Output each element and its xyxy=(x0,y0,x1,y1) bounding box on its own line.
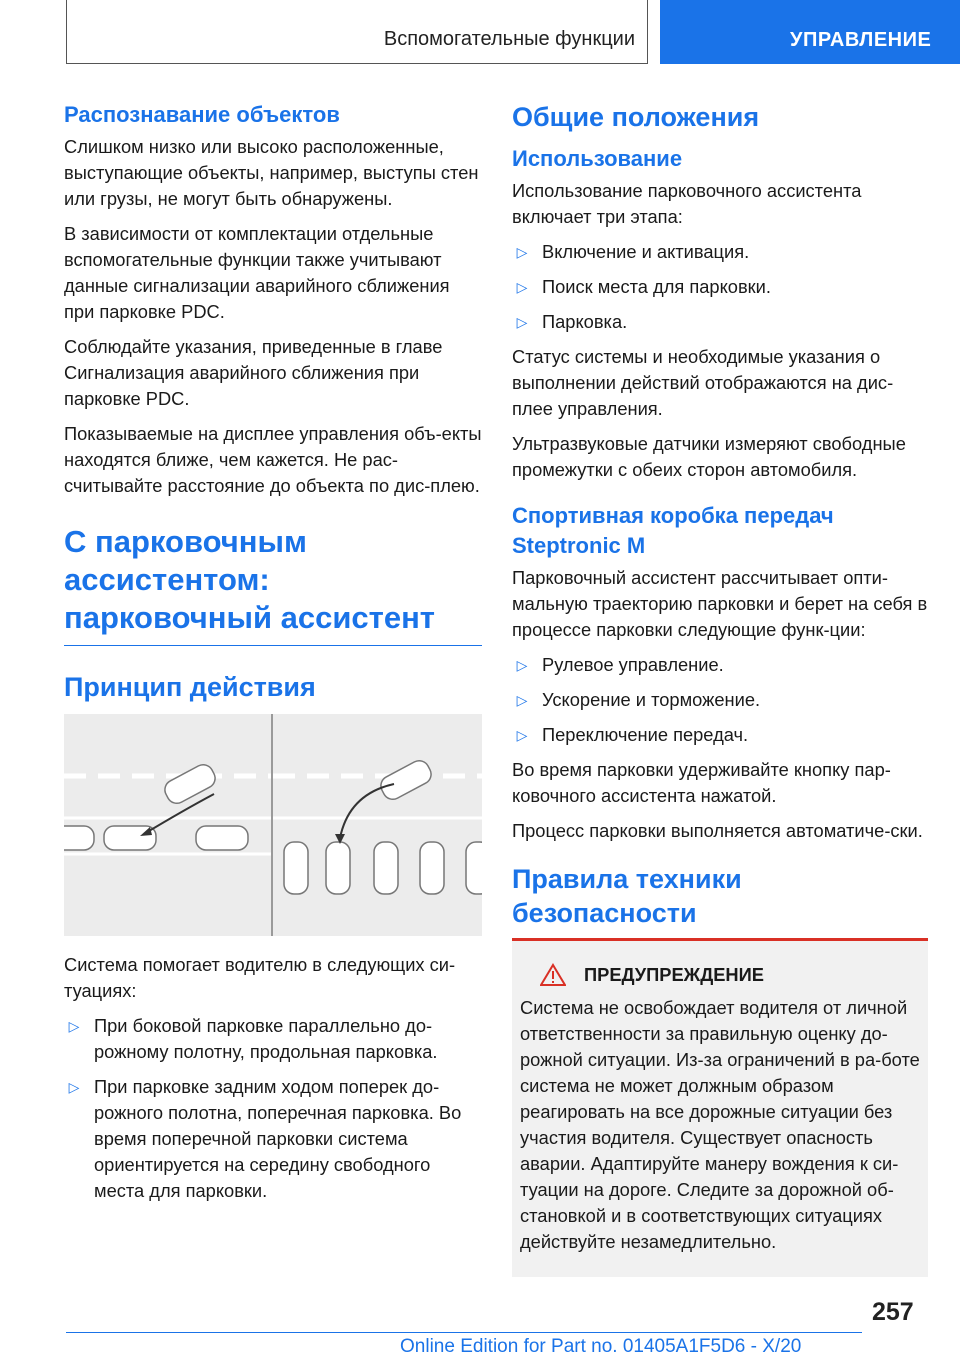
paragraph: Статус системы и необходимые указания о выполнении действий отображаются на дис-плее управления. xyxy=(512,346,894,419)
parking-diagram-image xyxy=(64,714,482,936)
left-column xyxy=(64,100,482,1213)
footer-edition-link[interactable]: Online Edition for Part no. 01405A1F5D6 - X/20 xyxy=(400,1336,802,1357)
triangle-right-icon: ▷ xyxy=(68,1018,80,1034)
heading-steptronic: Спортивная коробка передач Steptronic M xyxy=(512,503,834,558)
header-chapter-title: УПРАВЛЕНИЕ xyxy=(790,29,932,51)
footer-divider xyxy=(66,1332,862,1333)
triangle-right-icon: ▷ xyxy=(516,279,528,295)
heading-object-detection: Распознавание объектов xyxy=(64,102,340,127)
list-item: ▷ Парковка. xyxy=(512,309,928,335)
heading-usage: Использование xyxy=(512,146,683,171)
triangle-right-icon: ▷ xyxy=(68,1079,80,1095)
triangle-right-icon: ▷ xyxy=(516,692,528,708)
situations-list xyxy=(64,1013,482,1204)
functions-list xyxy=(512,652,928,748)
warning-box xyxy=(512,938,928,1277)
paragraph: Слишком низко или высоко расположенные, выступающие объекты, например, выступы стен или грузы, не могут быть обнаружены. xyxy=(64,136,479,209)
page-number: 257 xyxy=(872,1298,914,1326)
paragraph: Процесс парковки выполняется автоматиче-ски. xyxy=(512,820,923,841)
warning-title: ПРЕДУПРЕЖДЕНИЕ xyxy=(520,963,920,987)
paragraph: В зависимости от комплектации отдельные вспомогательные функции также учитывают данные сигнализации аварийного сближения при парковке PDC. xyxy=(64,223,450,322)
triangle-right-icon: ▷ xyxy=(516,657,528,673)
paragraph: Соблюдайте указания, приведенные в главе Сигнализация аварийного сближения при парковке PDC. xyxy=(64,336,443,409)
paragraph: Во время парковки удерживайте кнопку пар-ковочного ассистента нажатой. xyxy=(512,759,891,806)
heading-principle: Принцип действия xyxy=(64,672,316,702)
steps-list xyxy=(512,239,928,335)
paragraph: Парковочный ассистент рассчитывает опти-мальную траекторию парковки и берет на себя в процессе парковки следующие функ-ции: xyxy=(512,567,928,640)
parking-illustration xyxy=(64,714,482,936)
header-chapter-tab[interactable] xyxy=(660,0,960,64)
paragraph: Ультразвуковые датчики измеряют свободные промежутки с обеих сторон автомобиля. xyxy=(512,433,906,480)
heading-safety: Правила техники безопасности xyxy=(512,864,742,928)
triangle-right-icon: ▷ xyxy=(516,314,528,330)
header-section-box xyxy=(66,0,648,64)
chapter-heading-parking-assistant: С парковочным ассистентом: парковочный ассистент xyxy=(64,523,482,646)
warning-text: Система не освобождает водителя от личной ответственности за правильную оценку до-рожной ситуации. Из-за ограничений в ра-боте система не может должным образом реагировать на все дорожные ситуации без участия водителя. Существует опасность аварии. Адаптируйте манеру вождения к си-туации на дороге. Следите за дорожной об-становкой и в соответствующих ситуациях действуйте незамедлительно. xyxy=(520,997,920,1252)
paragraph: Система помогает водителю в следующих си-туациях: xyxy=(64,954,456,1001)
triangle-right-icon: ▷ xyxy=(516,244,528,260)
list-item: ▷ Поиск места для парковки. xyxy=(512,274,928,300)
warning-triangle-icon xyxy=(540,963,566,987)
list-item: ▷ При парковке задним ходом поперек до-рожного полотна, поперечная парковка. Во время поперечной парковки система ориентируется на середину свободного места для парковки. xyxy=(64,1074,482,1204)
triangle-right-icon: ▷ xyxy=(516,727,528,743)
header-section-title: Вспомогательные функции xyxy=(383,28,635,50)
list-item: ▷ Переключение передач. xyxy=(512,722,928,748)
list-item: ▷ При боковой парковке параллельно до-рожному полотну, продольная парковка. xyxy=(64,1013,482,1065)
paragraph: Использование парковочного ассистента включает три этапа: xyxy=(512,180,862,227)
list-item: ▷ Ускорение и торможение. xyxy=(512,687,928,713)
heading-general: Общие положения xyxy=(512,102,760,132)
list-item: ▷ Рулевое управление. xyxy=(512,652,928,678)
list-item: ▷ Включение и активация. xyxy=(512,239,928,265)
paragraph: Показываемые на дисплее управления объ-екты находятся ближе, чем кажется. Не рас-считывайте расстояние до объекта по дис-плею. xyxy=(64,423,482,496)
right-column xyxy=(512,100,928,1277)
